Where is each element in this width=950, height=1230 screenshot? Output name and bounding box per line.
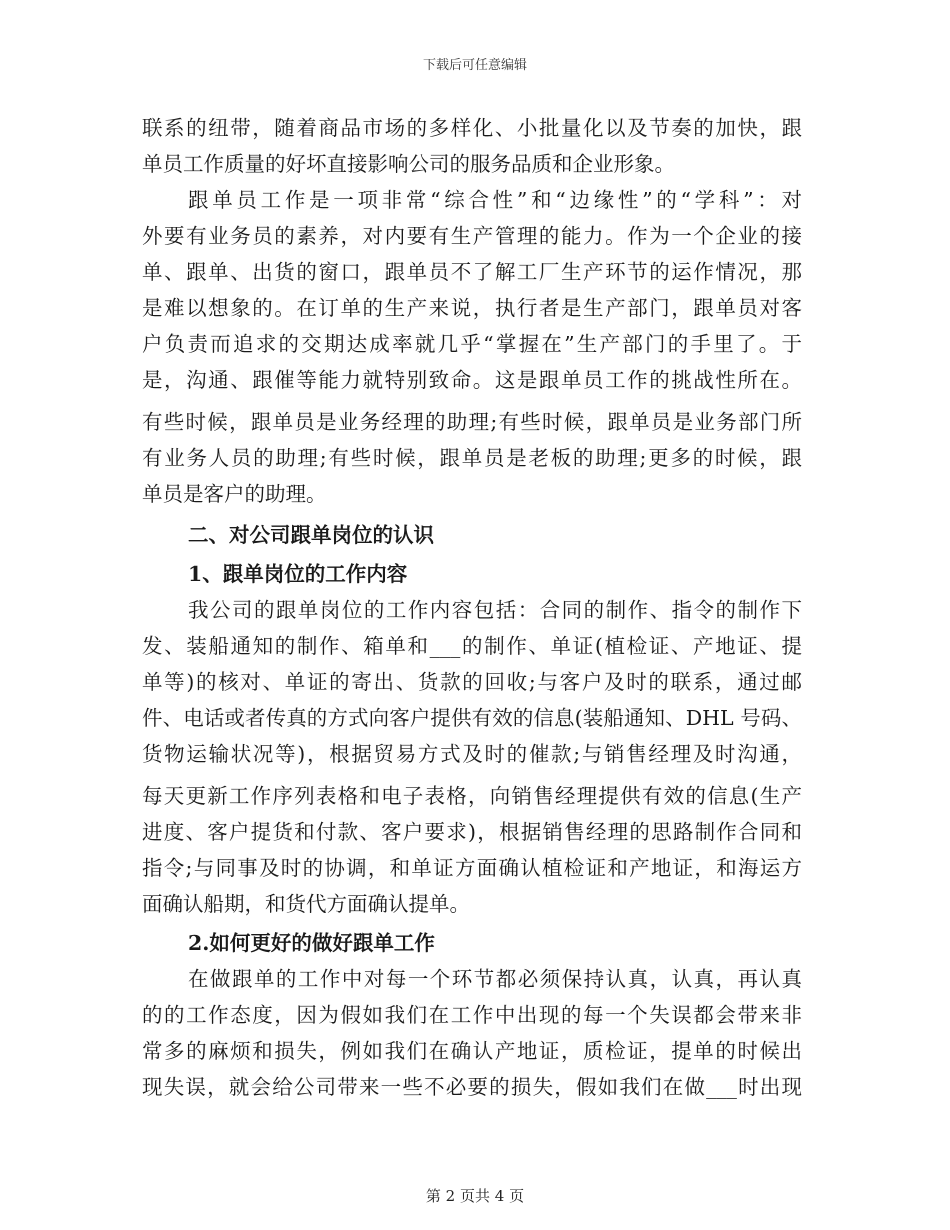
page-header: 下载后可任意编辑 [422,58,527,73]
text-line: 户负责而追求的交期达成率就几乎“掌握在”生产部门的手里了。于 [142,332,802,356]
text-line: 联系的纽带，随着商品市场的多样化、小批量化以及节奏的加快，跟 [142,116,802,140]
text-line: 有些时候，跟单员是业务经理的助理;有些时候，跟单员是业务部门所 [142,410,802,434]
text-line: 进度、客户提货和付款、客户要求)，根据销售经理的思路制作合同和 [142,820,802,844]
text-line: 单员工作质量的好坏直接影响公司的服务品质和企业形象。 [142,152,675,176]
text-line: 是，沟通、跟催等能力就特别致命。这是跟单员工作的挑战性所在。 [142,368,802,392]
text-line: 跟单员工作是一项非常“综合性”和“边缘性”的“学科”：对 [188,188,802,212]
subsection-heading: 1、跟单岗位的工作内容 [188,562,408,586]
subsection-heading: 2.如何更好的做好跟单工作 [188,931,435,955]
text-line: 的的工作态度，因为假如我们在工作中出现的每一个失误都会带来非 [142,1003,802,1027]
text-line: 发、装船通知的制作、箱单和___的制作、单证(植检证、产地证、提 [142,634,802,658]
text-line: 单等)的核对、单证的寄出、货款的回收;与客户及时的联系，通过邮 [142,670,802,694]
text-line: 外要有业务员的素养，对内要有生产管理的能力。作为一个企业的接 [142,224,802,248]
text-line: 面确认船期，和货代方面确认提单。 [142,892,470,916]
text-line: 是难以想象的。在订单的生产来说，执行者是生产部门，跟单员对客 [142,296,802,320]
text-line: 现失误，就会给公司带来一些不必要的损失，假如我们在做___时出现 [142,1075,802,1099]
section-heading: 二、对公司跟单岗位的认识 [188,523,434,547]
text-line: 单员是客户的助理。 [142,482,327,506]
page-footer: 第 2 页共 4 页 [425,1187,525,1205]
text-line: 常多的麻烦和损失，例如我们在确认产地证，质检证，提单的时候出 [142,1039,802,1063]
text-line: 货物运输状况等)，根据贸易方式及时的催款;与销售经理及时沟通， [142,742,802,766]
text-line: 我公司的跟单岗位的工作内容包括：合同的制作、指令的制作下 [188,598,802,622]
text-line: 件、电话或者传真的方式向客户提供有效的信息(装船通知、DHL 号码、 [142,706,802,730]
text-line: 指令;与同事及时的协调，和单证方面确认植检证和产地证，和海运方 [142,856,802,880]
text-line: 有业务人员的助理;有些时候，跟单员是老板的助理;更多的时候，跟 [142,446,802,470]
text-line: 每天更新工作序列表格和电子表格，向销售经理提供有效的信息(生产 [142,784,802,808]
text-line: 在做跟单的工作中对每一个环节都必须保持认真，认真，再认真 [188,967,802,991]
text-line: 单、跟单、出货的窗口，跟单员不了解工厂生产环节的运作情况，那 [142,260,802,284]
